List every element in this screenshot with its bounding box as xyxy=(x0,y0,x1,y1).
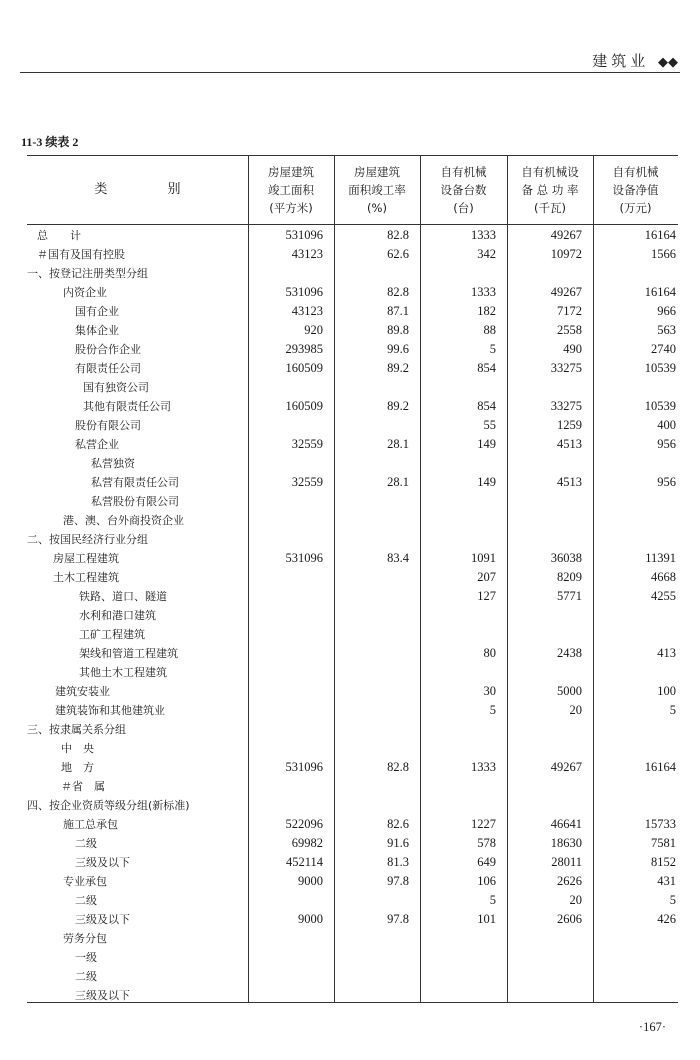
row-label: 工矿工程建筑 xyxy=(79,628,145,641)
table-row xyxy=(27,834,678,853)
cell-value: 32559 xyxy=(291,437,323,451)
cell-value: 28.1 xyxy=(387,475,409,489)
cell-value: 10539 xyxy=(644,399,676,413)
header-line: (%) xyxy=(367,200,387,215)
row-label: 私营独资 xyxy=(91,457,135,470)
cell-value: 101 xyxy=(477,912,496,926)
cell-value: 36038 xyxy=(550,551,582,565)
cell-value: 81.3 xyxy=(387,855,409,869)
cell-value: 2438 xyxy=(557,646,582,660)
table-row xyxy=(27,720,678,739)
table-row xyxy=(27,682,678,701)
row-label: 一级 xyxy=(75,951,97,964)
cell-value: 9000 xyxy=(298,912,323,926)
cell-value: 413 xyxy=(657,646,676,660)
cell-value: 1333 xyxy=(471,760,496,774)
row-label: 其他有限责任公司 xyxy=(83,400,171,413)
cell-value: 88 xyxy=(483,323,496,337)
row-label: 地 方 xyxy=(61,761,94,774)
table-row xyxy=(27,967,678,986)
header-line: 自有机械设 xyxy=(521,164,579,179)
table-row xyxy=(27,701,678,720)
table-row xyxy=(27,492,678,511)
table-row xyxy=(27,910,678,929)
cell-value: 106 xyxy=(477,874,496,888)
cell-value: 82.8 xyxy=(387,285,409,299)
cell-value: 854 xyxy=(477,361,496,375)
cell-value: 920 xyxy=(304,323,323,337)
row-label: ＃国有及国有控股 xyxy=(37,248,125,261)
cell-value: 563 xyxy=(657,323,676,337)
cell-value: 854 xyxy=(477,399,496,413)
column-header-completion-rate xyxy=(334,155,420,224)
cell-value: 1227 xyxy=(471,817,496,831)
cell-value: 5 xyxy=(669,893,676,907)
cell-value: 5 xyxy=(489,342,496,356)
cell-value: 10972 xyxy=(550,247,582,261)
header-line: 自有机械 xyxy=(612,164,659,179)
cell-value: 149 xyxy=(477,475,496,489)
cell-value: 43123 xyxy=(291,247,323,261)
cell-value: 5 xyxy=(489,893,496,907)
cell-value: 49267 xyxy=(550,285,582,299)
table-row xyxy=(27,530,678,549)
cell-value: 342 xyxy=(477,247,496,261)
cell-value: 2558 xyxy=(557,323,582,337)
running-head xyxy=(592,50,678,71)
row-label: 总 计 xyxy=(37,229,81,242)
page-number: ·167· xyxy=(638,1020,666,1034)
cell-value: 82.8 xyxy=(387,760,409,774)
cell-value: 18630 xyxy=(550,836,582,850)
cell-value: 97.8 xyxy=(387,874,409,888)
row-label: 四、按企业资质等级分组(新标准) xyxy=(27,799,190,812)
cell-value: 578 xyxy=(477,836,496,850)
table-row xyxy=(27,929,678,948)
header-line: (台) xyxy=(453,200,474,215)
table-row xyxy=(27,815,678,834)
table-row xyxy=(27,416,678,435)
header-line: 面积竣工率 xyxy=(348,182,406,197)
row-label: 建筑安装业 xyxy=(55,685,110,698)
cell-value: 531096 xyxy=(285,551,323,565)
row-label: 房屋工程建筑 xyxy=(53,552,119,565)
cell-value: 15733 xyxy=(644,817,676,831)
row-label: 三、按隶属关系分组 xyxy=(27,723,126,736)
table-row xyxy=(27,359,678,378)
cell-value: 149 xyxy=(477,437,496,451)
row-label: 股份有限公司 xyxy=(75,419,141,432)
table-row xyxy=(27,758,678,777)
cell-value: 649 xyxy=(477,855,496,869)
cell-value: 5 xyxy=(669,703,676,717)
cell-value: 1333 xyxy=(471,228,496,242)
table-row xyxy=(27,378,678,397)
running-head-title: 建筑业 xyxy=(592,52,650,70)
header-line: 设备净值 xyxy=(612,182,659,197)
row-label: 股份合作企业 xyxy=(75,343,141,356)
row-label: 中 央 xyxy=(61,742,94,755)
table-row xyxy=(27,245,678,264)
cell-value: 20 xyxy=(569,893,582,907)
table-row xyxy=(27,891,678,910)
row-label: 施工总承包 xyxy=(63,818,118,831)
cell-value: 400 xyxy=(657,418,676,432)
row-label: 二级 xyxy=(75,894,97,907)
cell-value: 99.6 xyxy=(387,342,409,356)
row-label: ＃省 属 xyxy=(61,780,105,793)
cell-value: 7581 xyxy=(651,836,676,850)
diamond-ornament-icon: ◆◆ xyxy=(658,55,678,70)
cell-value: 956 xyxy=(657,475,676,489)
column-header-equipment-value xyxy=(593,155,678,224)
cell-value: 30 xyxy=(483,684,496,698)
column-header-category: 类 别 xyxy=(94,181,209,197)
table-row xyxy=(27,872,678,891)
table-row xyxy=(27,986,678,1005)
row-label: 国有独资公司 xyxy=(83,381,149,394)
cell-value: 82.8 xyxy=(387,228,409,242)
column-header-equipment-power xyxy=(507,155,593,224)
cell-value: 33275 xyxy=(550,399,582,413)
cell-value: 100 xyxy=(657,684,676,698)
table-row xyxy=(27,644,678,663)
row-label: 其他土木工程建筑 xyxy=(79,666,167,679)
table-row xyxy=(27,511,678,530)
header-line: 房屋建筑 xyxy=(354,164,400,179)
row-label: 私营有限责任公司 xyxy=(91,476,179,489)
header-line: 设备台数 xyxy=(440,182,487,197)
header-line: (平方米) xyxy=(269,200,313,215)
cell-value: 8152 xyxy=(651,855,676,869)
cell-value: 182 xyxy=(477,304,496,318)
row-label: 有限责任公司 xyxy=(75,362,141,375)
cell-value: 91.6 xyxy=(387,836,409,850)
table-row xyxy=(27,853,678,872)
cell-value: 4513 xyxy=(557,475,582,489)
header-rule xyxy=(20,72,680,73)
cell-value: 531096 xyxy=(285,760,323,774)
cell-value: 9000 xyxy=(298,874,323,888)
cell-value: 82.6 xyxy=(387,817,409,831)
cell-value: 2606 xyxy=(557,912,582,926)
cell-value: 16164 xyxy=(644,285,676,299)
table-row xyxy=(27,663,678,682)
table-row xyxy=(27,454,678,473)
table-row xyxy=(27,226,678,245)
cell-value: 87.1 xyxy=(387,304,409,318)
row-label: 铁路、道口、隧道 xyxy=(79,590,167,603)
cell-value: 69982 xyxy=(291,836,323,850)
row-label: 私营企业 xyxy=(75,438,119,451)
row-label: 集体企业 xyxy=(75,324,119,337)
row-label: 二级 xyxy=(75,837,97,850)
table-row xyxy=(27,568,678,587)
cell-value: 452114 xyxy=(285,855,323,869)
table-row xyxy=(27,606,678,625)
cell-value: 4513 xyxy=(557,437,582,451)
cell-value: 293985 xyxy=(285,342,323,356)
row-label: 土木工程建筑 xyxy=(53,571,119,584)
cell-value: 160509 xyxy=(285,361,323,375)
cell-value: 89.2 xyxy=(387,361,409,375)
cell-value: 28.1 xyxy=(387,437,409,451)
cell-value: 32559 xyxy=(291,475,323,489)
row-label: 三级及以下 xyxy=(75,856,130,869)
table-row xyxy=(27,777,678,796)
row-label: 水利和港口建筑 xyxy=(79,609,156,622)
row-label: 二、按国民经济行业分组 xyxy=(27,533,148,546)
header-line: 备 总 功 率 xyxy=(521,182,579,197)
cell-value: 49267 xyxy=(550,228,582,242)
cell-value: 4255 xyxy=(651,589,676,603)
row-label: 一、按登记注册类型分组 xyxy=(27,267,148,280)
cell-value: 966 xyxy=(657,304,676,318)
cell-value: 43123 xyxy=(291,304,323,318)
row-label: 内资企业 xyxy=(63,286,107,299)
cell-value: 431 xyxy=(657,874,676,888)
cell-value: 2626 xyxy=(557,874,582,888)
cell-value: 89.8 xyxy=(387,323,409,337)
cell-value: 11391 xyxy=(645,551,676,565)
cell-value: 531096 xyxy=(285,228,323,242)
table-header-rule xyxy=(27,224,678,225)
table-row xyxy=(27,739,678,758)
table-title: 11-3 续表 2 xyxy=(21,135,79,149)
table-row xyxy=(27,473,678,492)
header-line: (千瓦) xyxy=(534,200,566,215)
column-header-equipment-count xyxy=(420,155,507,224)
cell-value: 531096 xyxy=(285,285,323,299)
row-label: 二级 xyxy=(75,970,97,983)
table-row xyxy=(27,549,678,568)
header-line: 自有机械 xyxy=(440,164,487,179)
table-row xyxy=(27,264,678,283)
cell-value: 490 xyxy=(563,342,582,356)
table-row xyxy=(27,321,678,340)
header-line: 竣工面积 xyxy=(268,182,314,197)
row-label: 国有企业 xyxy=(75,305,119,318)
row-label: 三级及以下 xyxy=(75,989,130,1002)
cell-value: 7172 xyxy=(557,304,582,318)
header-line: 房屋建筑 xyxy=(268,164,314,179)
cell-value: 97.8 xyxy=(387,912,409,926)
cell-value: 5000 xyxy=(557,684,582,698)
cell-value: 5771 xyxy=(557,589,582,603)
table-row xyxy=(27,340,678,359)
row-label: 架线和管道工程建筑 xyxy=(79,647,178,660)
table-row xyxy=(27,796,678,815)
cell-value: 127 xyxy=(477,589,496,603)
cell-value: 426 xyxy=(657,912,676,926)
cell-value: 62.6 xyxy=(387,247,409,261)
cell-value: 160509 xyxy=(285,399,323,413)
table-row xyxy=(27,283,678,302)
cell-value: 1333 xyxy=(471,285,496,299)
cell-value: 83.4 xyxy=(387,551,409,565)
cell-value: 33275 xyxy=(550,361,582,375)
header-line: (万元) xyxy=(619,200,652,215)
table-row xyxy=(27,302,678,321)
cell-value: 55 xyxy=(483,418,496,432)
cell-value: 207 xyxy=(477,570,496,584)
cell-value: 4668 xyxy=(651,570,676,584)
table-row xyxy=(27,397,678,416)
table-row xyxy=(27,587,678,606)
row-label: 建筑装饰和其他建筑业 xyxy=(55,704,165,717)
cell-value: 8209 xyxy=(557,570,582,584)
cell-value: 10539 xyxy=(644,361,676,375)
column-header-completed-area xyxy=(248,155,334,224)
table-row xyxy=(27,435,678,454)
cell-value: 522096 xyxy=(285,817,323,831)
cell-value: 1091 xyxy=(471,551,496,565)
row-label: 专业承包 xyxy=(63,875,107,888)
cell-value: 80 xyxy=(483,646,496,660)
row-label: 私营股份有限公司 xyxy=(91,495,179,508)
cell-value: 28011 xyxy=(551,855,582,869)
row-label: 三级及以下 xyxy=(75,913,130,926)
row-label: 劳务分包 xyxy=(63,932,107,945)
cell-value: 956 xyxy=(657,437,676,451)
cell-value: 2740 xyxy=(651,342,676,356)
cell-value: 20 xyxy=(569,703,582,717)
cell-value: 5 xyxy=(489,703,496,717)
cell-value: 46641 xyxy=(550,817,582,831)
cell-value: 1566 xyxy=(651,247,676,261)
cell-value: 49267 xyxy=(550,760,582,774)
cell-value: 1259 xyxy=(557,418,582,432)
cell-value: 16164 xyxy=(644,228,676,242)
data-table xyxy=(27,155,678,1003)
table-row xyxy=(27,625,678,644)
table-row xyxy=(27,948,678,967)
row-label: 港、澳、台外商投资企业 xyxy=(63,514,184,527)
cell-value: 16164 xyxy=(644,760,676,774)
cell-value: 89.2 xyxy=(387,399,409,413)
